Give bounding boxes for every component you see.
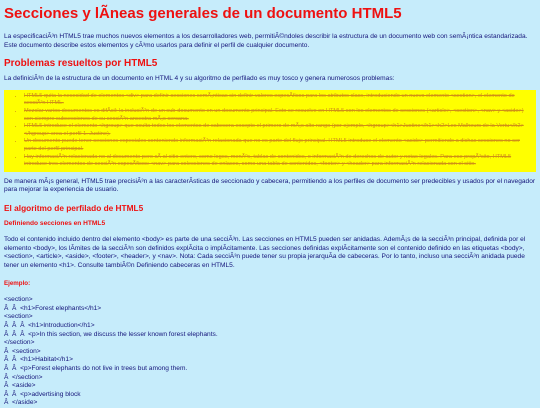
struck-list-item: • Hay informaciÃ³n relacionada no al documento pero sÃ al sitio entero, como logos, menÃºs, tablas de contenidos, o informaciÃ³n de derechos de autor y notas legales. Para ese propÃ³sito, HTML5 introduce tres elementos de secciÃ³n especÃficos: <nav> para colecciones de enlaces, como una tabla de contenidos, <footer> y <header> para informaciÃ³n relacionada con el sitio. [24, 154, 532, 169]
defining-sections-subheading: Definiendo secciones en HTML5 [4, 219, 106, 227]
struck-list-item: • HTML5 introduce el elemento <hgroup> que oculta todos los elementos de cabecera excepto el primero de mÃ¡s alto rango (por ejemplo, <hgroup><h1>Justine</h1><h2>Les Malheurs de la Vertu</h2></hgroup> crea el perfil 1. Justine). [24, 123, 532, 138]
struck-list-box [4, 90, 536, 172]
problems-conclusion: De manera mÃ¡s general, HTML5 trae precisiÃ³n a las caracterÃsticas de seccionado y cabecera, permitiendo a los perfiles de documento ser predecibles y usados por el navegador para mejorar la experiencia de usuario. [4, 177, 536, 194]
intro-paragraph: La especificaciÃ³n HTML5 trae muchos nuevos elementos a los desarrolladores web, permitiÃ©ndoles describir la estructura de un documento web con semÃ¡ntica estandarizada. Este documento describe estos elementos y cÃ³mo usarlos para definir el perfil de cualquier documento. [4, 33, 528, 49]
problems-heading: Problemas resueltos por HTML5 [4, 58, 158, 70]
problems-lead: La definiciÃ³n de la estructura de un documento en HTML 4 y su algoritmo de perfilado es muy tosco y genera numerosos problemas: [4, 75, 395, 83]
struck-list-item: • HTML5 quita la necesidad de elementos <div> para definir secciones semÃ¡nticas sin definir valores especÃficos para los atributos class, introduciendo un nuevo elemento <section>, el elemento de secciÃ³n HTML. [24, 93, 532, 108]
page-title: Secciones y lÃneas generales de un documento HTML5 [4, 5, 402, 22]
struck-list-item: • Mezclar varios documentos es difÃcil: la inclusiÃ³n de un sub-documento en un documento principal. Esto se resuelve en HTML5 con los elementos de secciones (<article>, <section>, <nav> y <aside>) son siempre subsecciones de su secciÃ³n ancestra mÃ¡s cercana. [24, 108, 532, 123]
struck-list-item: • Un documento puede tener secciones especiales conteniendo informaciÃ³n relacionada que no es parte del flujo principal. HTML5 introduce el elemento <aside> permitiendo a dichas secciones no ser parte del perfil principal. [24, 138, 532, 153]
example-label: Ejemplo: [4, 280, 31, 288]
algorithm-heading: El algoritmo de perfilado de HTML5 [4, 202, 144, 213]
code-example: <section> Â Â <h1>Forest elephants</h1> <section> Â Â Â <h1>Introduction</h1> Â Â Â <p>In this section, we discuss the lesser known forest elephants. </section> Â <section> Â Â <h1>Habitat</h1> Â Â <p>Forest elephants do not live in trees but among them. Â </section> Â <aside> Â Â <p>advertising block Â </aside> [4, 296, 218, 407]
algorithm-body: Todo el contenido incluido dentro del elemento <body> es parte de una secciÃ³n. Las secciones en HTML5 pueden ser anidadas. AdemÃ¡s de la secciÃ³n principal, definida por el elemento <body>, los lÃmites de la secciÃ³n son definidos explÃcita o implÃcitamente. Las secciones definidas explÃcitamente son el contenido definido en las etiquetas <body>, <section>, <article>, <aside>, <footer>, <header>, y <nav>. Nota: Cada secciÃ³n puede tener su propia jerarquÃa de cabeceras. Por lo tanto, incluso una secciÃ³n anidada puede tener un elemento <h1>. Consulte tambiÃ©n Definiendo cabeceras en HTML5. [4, 235, 526, 269]
